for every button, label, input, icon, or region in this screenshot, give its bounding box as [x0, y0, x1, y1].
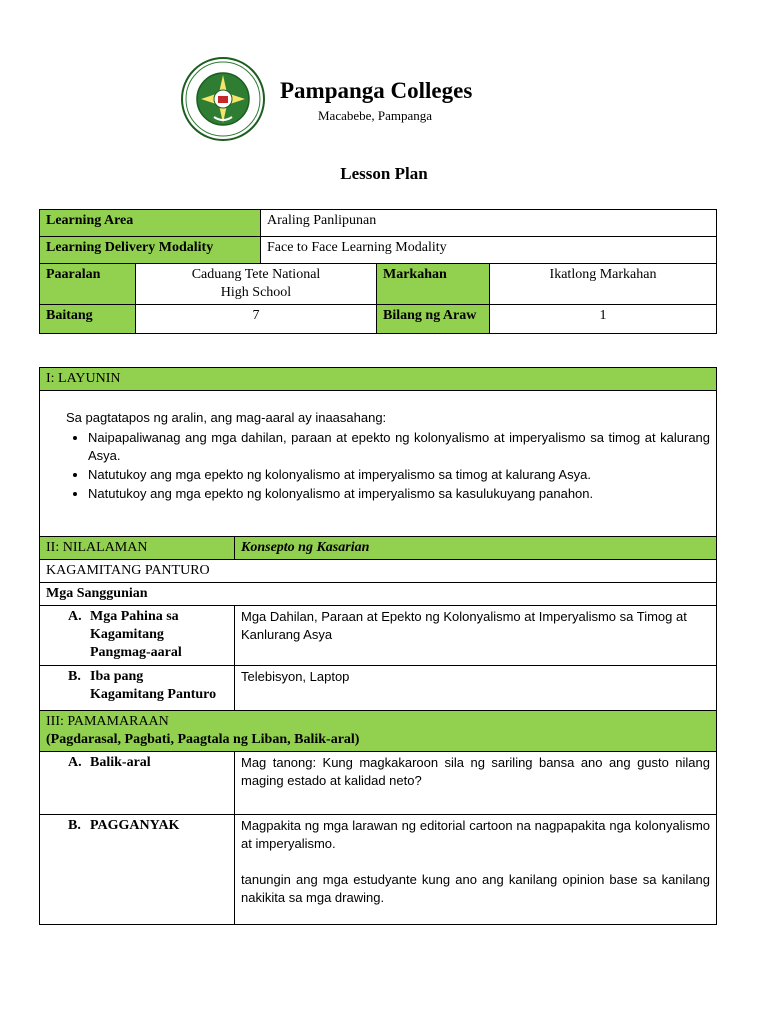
pagganyak-label [40, 815, 235, 925]
bilang-value: 1 [490, 305, 717, 334]
layunin-content [40, 391, 717, 537]
school-location: Macabebe, Pampanga [318, 108, 433, 123]
modality-value: Face to Face Learning Modality [261, 237, 717, 264]
pagganyak-paragraph: Magpakita ng mga larawan ng editorial cartoon na nagpapakita nga kolonyalismo at imperyalismo. [241, 818, 711, 851]
layunin-heading: I: LAYUNIN [40, 368, 717, 391]
iba-pang-value: Telebisyon, Laptop [235, 666, 717, 711]
paaralan-value-line: High School [220, 285, 292, 300]
learning-area-label: Learning Area [40, 210, 261, 237]
pahina-label-line: Pangmag-aaral [90, 645, 182, 660]
pahina-label-line: Mga Pahina sa [90, 609, 179, 624]
lesson-info-table [39, 209, 717, 334]
markahan-value: Ikatlong Markahan [490, 264, 717, 305]
item-letter: A. [68, 755, 82, 770]
balik-aral-label [40, 752, 235, 815]
paaralan-label: Paaralan [40, 264, 136, 305]
paaralan-value [136, 264, 377, 305]
school-name: Pampanga Colleges [280, 78, 473, 103]
layunin-intro: Sa pagtatapos ng aralin, ang mag-aaral ay inaasahang: [66, 410, 387, 425]
item-letter: A. [68, 609, 82, 624]
pagganyak-text: PAGGANYAK [90, 818, 180, 833]
balik-aral-value: Mag tanong: Kung magkakaroon sila ng sariling bansa ano ang gusto nilang maging estado at kalidad neto? [235, 752, 717, 815]
modality-label: Learning Delivery Modality [40, 237, 261, 264]
bilang-label: Bilang ng Araw [377, 305, 490, 334]
pahina-value: Mga Dahilan, Paraan at Epekto ng Kolonyalismo at Imperyalismo sa Timog at Kanlurang Asya [235, 606, 717, 666]
iba-pang-label-line: Kagamitang Panturo [90, 687, 217, 702]
iba-pang-label [40, 666, 235, 711]
baitang-label: Baitang [40, 305, 136, 334]
iba-pang-label-line: Iba pang [90, 669, 144, 684]
baitang-value: 7 [136, 305, 377, 334]
list-item: • Natutukoy ang mga epekto ng kolonyalismo at imperyalismo sa kasulukuyang panahon. [88, 485, 710, 503]
pagganyak-value [235, 815, 717, 925]
pagganyak-paragraph: tanungin ang mga estudyante kung ano ang kanilang opinion base sa kanilang nakikita sa mga drawing. [241, 872, 711, 905]
paaralan-value-line: Caduang Tete National [191, 267, 321, 282]
nilalaman-topic: Konsepto ng Kasarian [235, 537, 717, 560]
markahan-label: Markahan [377, 264, 490, 305]
kagamitan-heading: KAGAMITANG PANTURO [40, 560, 717, 583]
lesson-content-table [39, 367, 717, 925]
document-header [0, 0, 768, 150]
pahina-label [40, 606, 235, 666]
learning-area-value: Araling Panlipunan [261, 210, 717, 237]
document-title: Lesson Plan [340, 164, 428, 183]
balik-aral-text: Balik-aral [90, 755, 151, 770]
school-seal-icon [181, 57, 265, 141]
list-item: • Naipapaliwanag ang mga dahilan, paraan at epekto ng kolonyalismo at imperyalismo sa timog at kalurang Asya. [88, 429, 710, 465]
list-item: • Natutukoy ang mga epekto ng kolonyalismo at imperyalismo sa timog at kalurang Asya. [88, 466, 710, 484]
pamamaraan-title: III: PAMAMARAAN [46, 714, 169, 729]
sanggunian-heading: Mga Sanggunian [40, 583, 717, 606]
pahina-label-line: Kagamitang [90, 627, 164, 642]
pamamaraan-heading [40, 711, 717, 752]
pamamaraan-subtitle: (Pagdarasal, Pagbati, Paagtala ng Liban, Balik-aral) [46, 732, 360, 747]
nilalaman-heading: II: NILALAMAN [40, 537, 235, 560]
item-letter: B. [68, 669, 81, 684]
objectives-list [66, 429, 710, 503]
item-letter: B. [68, 818, 81, 833]
